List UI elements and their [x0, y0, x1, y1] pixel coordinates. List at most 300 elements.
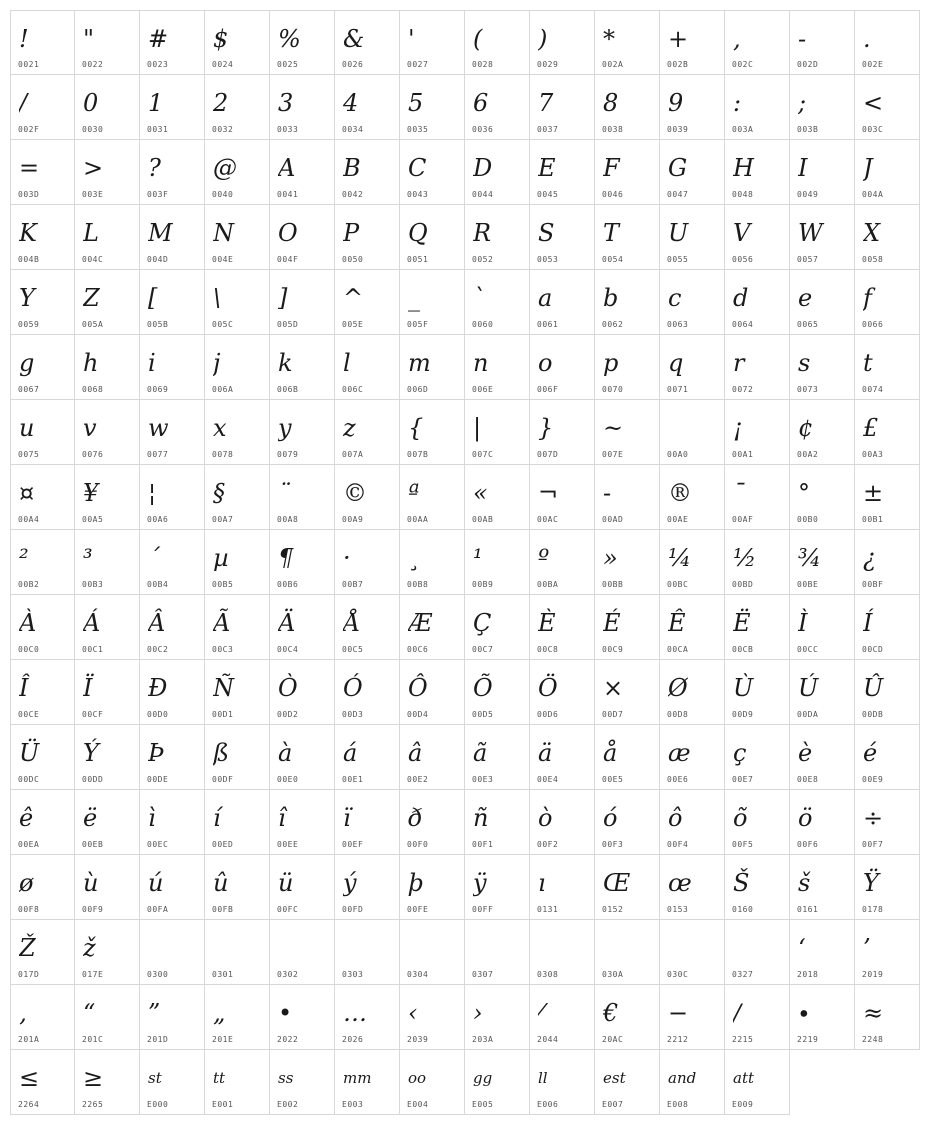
glyph-sample: þ — [408, 869, 424, 897]
glyph-cell — [595, 400, 660, 465]
glyph-sample: ª — [408, 479, 420, 507]
glyph-code-label: 00FF — [472, 905, 494, 914]
glyph-sample: + — [668, 25, 689, 53]
glyph-cell — [205, 75, 270, 140]
glyph-code-label: 002A — [602, 60, 624, 69]
glyph-cell — [335, 1050, 400, 1115]
glyph-cell — [855, 10, 920, 75]
glyph-sample: oo — [408, 1069, 427, 1087]
glyph-code-label: 0079 — [277, 450, 299, 459]
glyph-code-label: 0037 — [537, 125, 559, 134]
glyph-code-label: 003C — [862, 125, 884, 134]
glyph-cell — [140, 725, 205, 790]
glyph-code-label: 00D9 — [732, 710, 754, 719]
glyph-code-label: 0073 — [797, 385, 819, 394]
glyph-sample: „ — [213, 999, 226, 1027]
glyph-cell — [725, 75, 790, 140]
glyph-sample: P — [343, 219, 360, 247]
glyph-code-label: E005 — [472, 1100, 494, 1109]
glyph-cell — [660, 855, 725, 920]
glyph-code-label: 00C5 — [342, 645, 364, 654]
glyph-code-label: 00B7 — [342, 580, 364, 589]
glyph-sample: Ù — [733, 674, 754, 702]
glyph-sample: Õ — [473, 674, 493, 702]
glyph-code-label: 004F — [277, 255, 299, 264]
glyph-sample: U — [668, 219, 689, 247]
glyph-code-label: 0131 — [537, 905, 559, 914]
glyph-code-label: 00AB — [472, 515, 494, 524]
glyph-cell — [530, 205, 595, 270]
glyph-sample: É — [603, 609, 621, 637]
glyph-cell — [335, 725, 400, 790]
glyph-cell — [790, 985, 855, 1050]
glyph-cell — [465, 660, 530, 725]
glyph-cell — [725, 270, 790, 335]
glyph-sample: ü — [278, 869, 294, 897]
glyph-cell — [270, 725, 335, 790]
glyph-cell — [855, 400, 920, 465]
glyph-code-label: 00F2 — [537, 840, 559, 849]
glyph-sample: q — [668, 349, 684, 377]
glyph-cell — [400, 855, 465, 920]
glyph-code-label: 00CD — [862, 645, 884, 654]
glyph-sample: ¤ — [19, 479, 35, 507]
glyph-cell — [725, 335, 790, 400]
glyph-code-label: 0045 — [537, 190, 559, 199]
glyph-cell — [270, 660, 335, 725]
glyph-code-label: 0074 — [862, 385, 884, 394]
glyph-sample: / — [19, 89, 28, 117]
glyph-cell — [530, 465, 595, 530]
glyph-code-label: 00DA — [797, 710, 819, 719]
glyph-cell — [400, 530, 465, 595]
glyph-sample: ⁄ — [538, 999, 543, 1027]
glyph-code-label: 00C4 — [277, 645, 299, 654]
glyph-sample: A — [278, 154, 296, 182]
glyph-cell — [270, 465, 335, 530]
glyph-sample: ý — [343, 869, 357, 897]
glyph-cell — [400, 725, 465, 790]
glyph-sample: º — [538, 544, 550, 572]
glyph-sample: Ó — [343, 674, 363, 702]
glyph-cell — [790, 725, 855, 790]
glyph-sample: À — [19, 609, 37, 637]
glyph-sample: _ — [408, 284, 420, 312]
glyph-sample: × — [603, 674, 624, 702]
glyph-sample — [668, 406, 722, 450]
glyph-cell — [660, 10, 725, 75]
glyph-code-label: 00F0 — [407, 840, 429, 849]
glyph-sample: Ô — [408, 674, 428, 702]
glyph-sample: µ — [213, 544, 229, 572]
glyph-cell — [790, 140, 855, 205]
glyph-sample: œ — [668, 869, 692, 897]
glyph-code-label: 004A — [862, 190, 884, 199]
glyph-code-label: E007 — [602, 1100, 624, 1109]
glyph-sample: 1 — [148, 89, 164, 117]
glyph-sample: õ — [733, 804, 748, 832]
glyph-sample: ¬ — [538, 479, 559, 507]
glyph-sample: Ä — [278, 609, 296, 637]
glyph-sample: u — [19, 414, 35, 442]
glyph-sample: 4 — [343, 89, 359, 117]
glyph-sample: è — [798, 739, 813, 767]
glyph-code-label: 017E — [82, 970, 104, 979]
glyph-sample: š — [798, 869, 811, 897]
glyph-cell — [400, 10, 465, 75]
glyph-cell — [10, 335, 75, 400]
glyph-sample: 3 — [278, 89, 294, 117]
glyph-cell — [400, 465, 465, 530]
glyph-cell — [10, 400, 75, 465]
glyph-sample: - — [798, 25, 807, 53]
glyph-sample: a — [538, 284, 553, 312]
glyph-code-label: 00CC — [797, 645, 819, 654]
glyph-cell — [10, 855, 75, 920]
glyph-code-label: 2265 — [82, 1100, 104, 1109]
glyph-cell — [75, 205, 140, 270]
glyph-sample: » — [603, 544, 618, 572]
glyph-cell — [465, 530, 530, 595]
glyph-sample: mm — [343, 1069, 372, 1087]
glyph-sample: á — [343, 739, 358, 767]
glyph-sample: est — [603, 1069, 626, 1087]
glyph-cell — [205, 140, 270, 205]
glyph-code-label: 00ED — [212, 840, 234, 849]
glyph-code-label: 00C8 — [537, 645, 559, 654]
glyph-cell — [205, 595, 270, 660]
glyph-code-label: E003 — [342, 1100, 364, 1109]
glyph-code-label: 0043 — [407, 190, 429, 199]
glyph-code-label: 00EE — [277, 840, 299, 849]
glyph-sample: [ — [148, 284, 158, 312]
glyph-code-label: 00D3 — [342, 710, 364, 719]
glyph-cell — [660, 660, 725, 725]
glyph-cell — [530, 140, 595, 205]
glyph-cell — [140, 1050, 205, 1115]
glyph-code-label: 2022 — [277, 1035, 299, 1044]
glyph-sample: > — [83, 154, 104, 182]
glyph-code-label: 00A9 — [342, 515, 364, 524]
glyph-code-label: 00C1 — [82, 645, 104, 654]
glyph-code-label: 0058 — [862, 255, 884, 264]
glyph-cell — [140, 465, 205, 530]
glyph-sample — [733, 926, 787, 970]
glyph-sample: ¸ — [408, 544, 420, 572]
glyph-code-label: 2215 — [732, 1035, 754, 1044]
glyph-sample: 9 — [668, 89, 684, 117]
glyph-code-label: 00D7 — [602, 710, 624, 719]
glyph-cell — [400, 400, 465, 465]
glyph-sample: Æ — [408, 609, 433, 637]
glyph-code-label: 0062 — [602, 320, 624, 329]
glyph-sample: H — [733, 154, 754, 182]
glyph-sample: ´ — [148, 544, 160, 572]
glyph-code-label: E006 — [537, 1100, 559, 1109]
glyph-code-label: 00DF — [212, 775, 234, 784]
glyph-sample — [538, 926, 592, 970]
glyph-sample: Ë — [733, 609, 751, 637]
glyph-cell — [335, 465, 400, 530]
glyph-sample: û — [213, 869, 229, 897]
glyph-cell — [595, 465, 660, 530]
glyph-cell — [790, 10, 855, 75]
glyph-cell — [725, 140, 790, 205]
glyph-sample: ¯ — [733, 479, 745, 507]
glyph-code-label: 00BB — [602, 580, 624, 589]
glyph-sample: n — [473, 349, 489, 377]
glyph-code-label: 00C9 — [602, 645, 624, 654]
glyph-sample: ss — [278, 1069, 294, 1087]
glyph-sample: î — [278, 804, 286, 832]
glyph-code-label: 0327 — [732, 970, 754, 979]
glyph-sample: ç — [733, 739, 747, 767]
glyph-sample: ² — [19, 544, 29, 572]
glyph-cell — [595, 205, 660, 270]
glyph-sample: ¦ — [148, 479, 157, 507]
glyph-sample: { — [408, 414, 424, 442]
glyph-cell — [270, 270, 335, 335]
glyph-code-label: 030A — [602, 970, 624, 979]
glyph-code-label: 00A0 — [667, 450, 689, 459]
glyph-sample: ° — [798, 479, 810, 507]
glyph-sample: W — [798, 219, 823, 247]
glyph-cell — [725, 10, 790, 75]
glyph-cell — [855, 140, 920, 205]
glyph-cell — [140, 205, 205, 270]
glyph-code-label: 0066 — [862, 320, 884, 329]
glyph-cell — [530, 75, 595, 140]
glyph-code-label: 030C — [667, 970, 689, 979]
glyph-code-label: 0039 — [667, 125, 689, 134]
glyph-sample: … — [343, 999, 367, 1027]
glyph-cell — [530, 400, 595, 465]
glyph-code-label: 2212 — [667, 1035, 689, 1044]
glyph-code-label: 0026 — [342, 60, 364, 69]
glyph-sample — [603, 926, 657, 970]
glyph-sample: ë — [83, 804, 98, 832]
glyph-sample: k — [278, 349, 293, 377]
glyph-cell — [855, 920, 920, 985]
glyph-cell — [855, 985, 920, 1050]
glyph-cell — [595, 530, 660, 595]
glyph-cell — [205, 465, 270, 530]
glyph-sample: K — [19, 219, 37, 247]
glyph-code-label: 00E4 — [537, 775, 559, 784]
glyph-code-label: 004C — [82, 255, 104, 264]
glyph-sample: N — [213, 219, 234, 247]
glyph-code-label: 2039 — [407, 1035, 429, 1044]
glyph-cell — [270, 140, 335, 205]
glyph-cell — [270, 920, 335, 985]
glyph-cell — [465, 400, 530, 465]
glyph-sample: o — [538, 349, 553, 377]
glyph-sample: 7 — [538, 89, 554, 117]
glyph-sample: ð — [408, 804, 423, 832]
glyph-sample: ` — [473, 284, 485, 312]
glyph-code-label: 0033 — [277, 125, 299, 134]
glyph-sample: - — [603, 479, 612, 507]
glyph-code-label: E001 — [212, 1100, 234, 1109]
glyph-sample: & — [343, 25, 365, 53]
glyph-code-label: 00B3 — [82, 580, 104, 589]
glyph-code-label: 00E0 — [277, 775, 299, 784]
glyph-code-label: 2044 — [537, 1035, 559, 1044]
glyph-sample: 5 — [408, 89, 424, 117]
glyph-cell — [140, 75, 205, 140]
glyph-cell — [335, 10, 400, 75]
glyph-code-label: 0071 — [667, 385, 689, 394]
glyph-code-label: 0060 — [472, 320, 494, 329]
glyph-sample: 6 — [473, 89, 489, 117]
glyph-sample: £ — [863, 414, 879, 442]
glyph-cell — [595, 725, 660, 790]
glyph-code-label: 0076 — [82, 450, 104, 459]
glyph-code-label: 00D2 — [277, 710, 299, 719]
glyph-code-label: 0303 — [342, 970, 364, 979]
glyph-code-label: 002F — [18, 125, 40, 134]
glyph-sample: S — [538, 219, 555, 247]
glyph-sample: Ñ — [213, 674, 234, 702]
glyph-cell — [725, 855, 790, 920]
glyph-cell — [400, 660, 465, 725]
glyph-code-label: 0028 — [472, 60, 494, 69]
glyph-code-label: 005D — [277, 320, 299, 329]
glyph-code-label: 00F5 — [732, 840, 754, 849]
glyph-code-label: 0034 — [342, 125, 364, 134]
glyph-sample: − — [668, 999, 689, 1027]
glyph-code-label: 0075 — [18, 450, 40, 459]
glyph-cell — [75, 855, 140, 920]
glyph-cell — [140, 10, 205, 75]
glyph-sample: " — [83, 25, 95, 53]
glyph-code-label: 0153 — [667, 905, 689, 914]
glyph-code-label: 005B — [147, 320, 169, 329]
glyph-cell — [75, 595, 140, 660]
glyph-sample: Ã — [213, 609, 231, 637]
glyph-cell — [465, 790, 530, 855]
glyph-sample: ı — [538, 869, 546, 897]
glyph-sample: x — [213, 414, 227, 442]
glyph-sample: ? — [148, 154, 161, 182]
glyph-sample: 0 — [83, 89, 99, 117]
glyph-code-label: 00FC — [277, 905, 299, 914]
glyph-code-label: 005C — [212, 320, 234, 329]
glyph-code-label: 2248 — [862, 1035, 884, 1044]
glyph-code-label: 0031 — [147, 125, 169, 134]
glyph-cell — [75, 790, 140, 855]
glyph-sample: = — [19, 154, 40, 182]
glyph-code-label: 00B6 — [277, 580, 299, 589]
glyph-code-label: 0077 — [147, 450, 169, 459]
glyph-code-label: 0035 — [407, 125, 429, 134]
glyph-cell — [10, 465, 75, 530]
glyph-sample: Û — [863, 674, 884, 702]
glyph-code-label: 00B4 — [147, 580, 169, 589]
glyph-code-label: 00AA — [407, 515, 429, 524]
glyph-code-label: E009 — [732, 1100, 754, 1109]
glyph-code-label: 007A — [342, 450, 364, 459]
glyph-cell — [595, 10, 660, 75]
glyph-code-label: 00D1 — [212, 710, 234, 719]
glyph-cell — [335, 205, 400, 270]
glyph-code-label: 00DB — [862, 710, 884, 719]
glyph-code-label: 0046 — [602, 190, 624, 199]
glyph-cell — [465, 595, 530, 660]
glyph-cell — [790, 920, 855, 985]
glyph-sample: ã — [473, 739, 488, 767]
glyph-code-label: 00AF — [732, 515, 754, 524]
glyph-code-label: 002E — [862, 60, 884, 69]
glyph-code-label: 00F7 — [862, 840, 884, 849]
glyph-code-label: 003D — [18, 190, 40, 199]
glyph-sample: F — [603, 154, 620, 182]
glyph-sample: ^ — [343, 284, 364, 312]
glyph-code-label: 0302 — [277, 970, 299, 979]
glyph-code-label: 005F — [407, 320, 429, 329]
glyph-code-label: 0057 — [797, 255, 819, 264]
glyph-sample: l — [343, 349, 351, 377]
glyph-code-label: 0304 — [407, 970, 429, 979]
glyph-sample: ß — [213, 739, 230, 767]
glyph-code-label: 00E9 — [862, 775, 884, 784]
glyph-sample: and — [668, 1069, 697, 1087]
glyph-sample: ¶ — [278, 544, 294, 572]
glyph-code-label: 00B0 — [797, 515, 819, 524]
glyph-code-label: 0044 — [472, 190, 494, 199]
glyph-code-label: 0063 — [667, 320, 689, 329]
glyph-cell — [270, 855, 335, 920]
glyph-sample: i — [148, 349, 156, 377]
glyph-cell — [205, 855, 270, 920]
glyph-code-label: 017D — [18, 970, 40, 979]
glyph-code-label: 0069 — [147, 385, 169, 394]
glyph-cell — [75, 465, 140, 530]
glyph-sample: Š — [733, 869, 750, 897]
glyph-sample: ‹ — [408, 999, 418, 1027]
glyph-cell — [75, 335, 140, 400]
glyph-code-label: 006A — [212, 385, 234, 394]
glyph-sample: d — [733, 284, 749, 312]
glyph-sample — [278, 926, 332, 970]
glyph-code-label: 00A3 — [862, 450, 884, 459]
glyph-cell — [270, 335, 335, 400]
glyph-code-label: 00B8 — [407, 580, 429, 589]
glyph-code-label: 0029 — [537, 60, 559, 69]
glyph-code-label: 0036 — [472, 125, 494, 134]
glyph-code-label: 002C — [732, 60, 754, 69]
glyph-sample: Å — [343, 609, 361, 637]
glyph-cell — [205, 10, 270, 75]
glyph-code-label: 00A8 — [277, 515, 299, 524]
glyph-code-label: 00BC — [667, 580, 689, 589]
glyph-code-label: 00DC — [18, 775, 40, 784]
glyph-cell — [205, 1050, 270, 1115]
glyph-code-label: 00DE — [147, 775, 169, 784]
glyph-sample: ñ — [473, 804, 489, 832]
glyph-code-label: 0068 — [82, 385, 104, 394]
glyph-code-label: 00E1 — [342, 775, 364, 784]
glyph-cell — [660, 270, 725, 335]
glyph-sample: ( — [473, 25, 483, 53]
glyph-cell — [400, 75, 465, 140]
glyph-cell — [465, 725, 530, 790]
glyph-sample: ¹ — [473, 544, 483, 572]
glyph-cell — [335, 595, 400, 660]
glyph-code-label: 0054 — [602, 255, 624, 264]
glyph-cell — [725, 205, 790, 270]
glyph-code-label: 00FA — [147, 905, 169, 914]
